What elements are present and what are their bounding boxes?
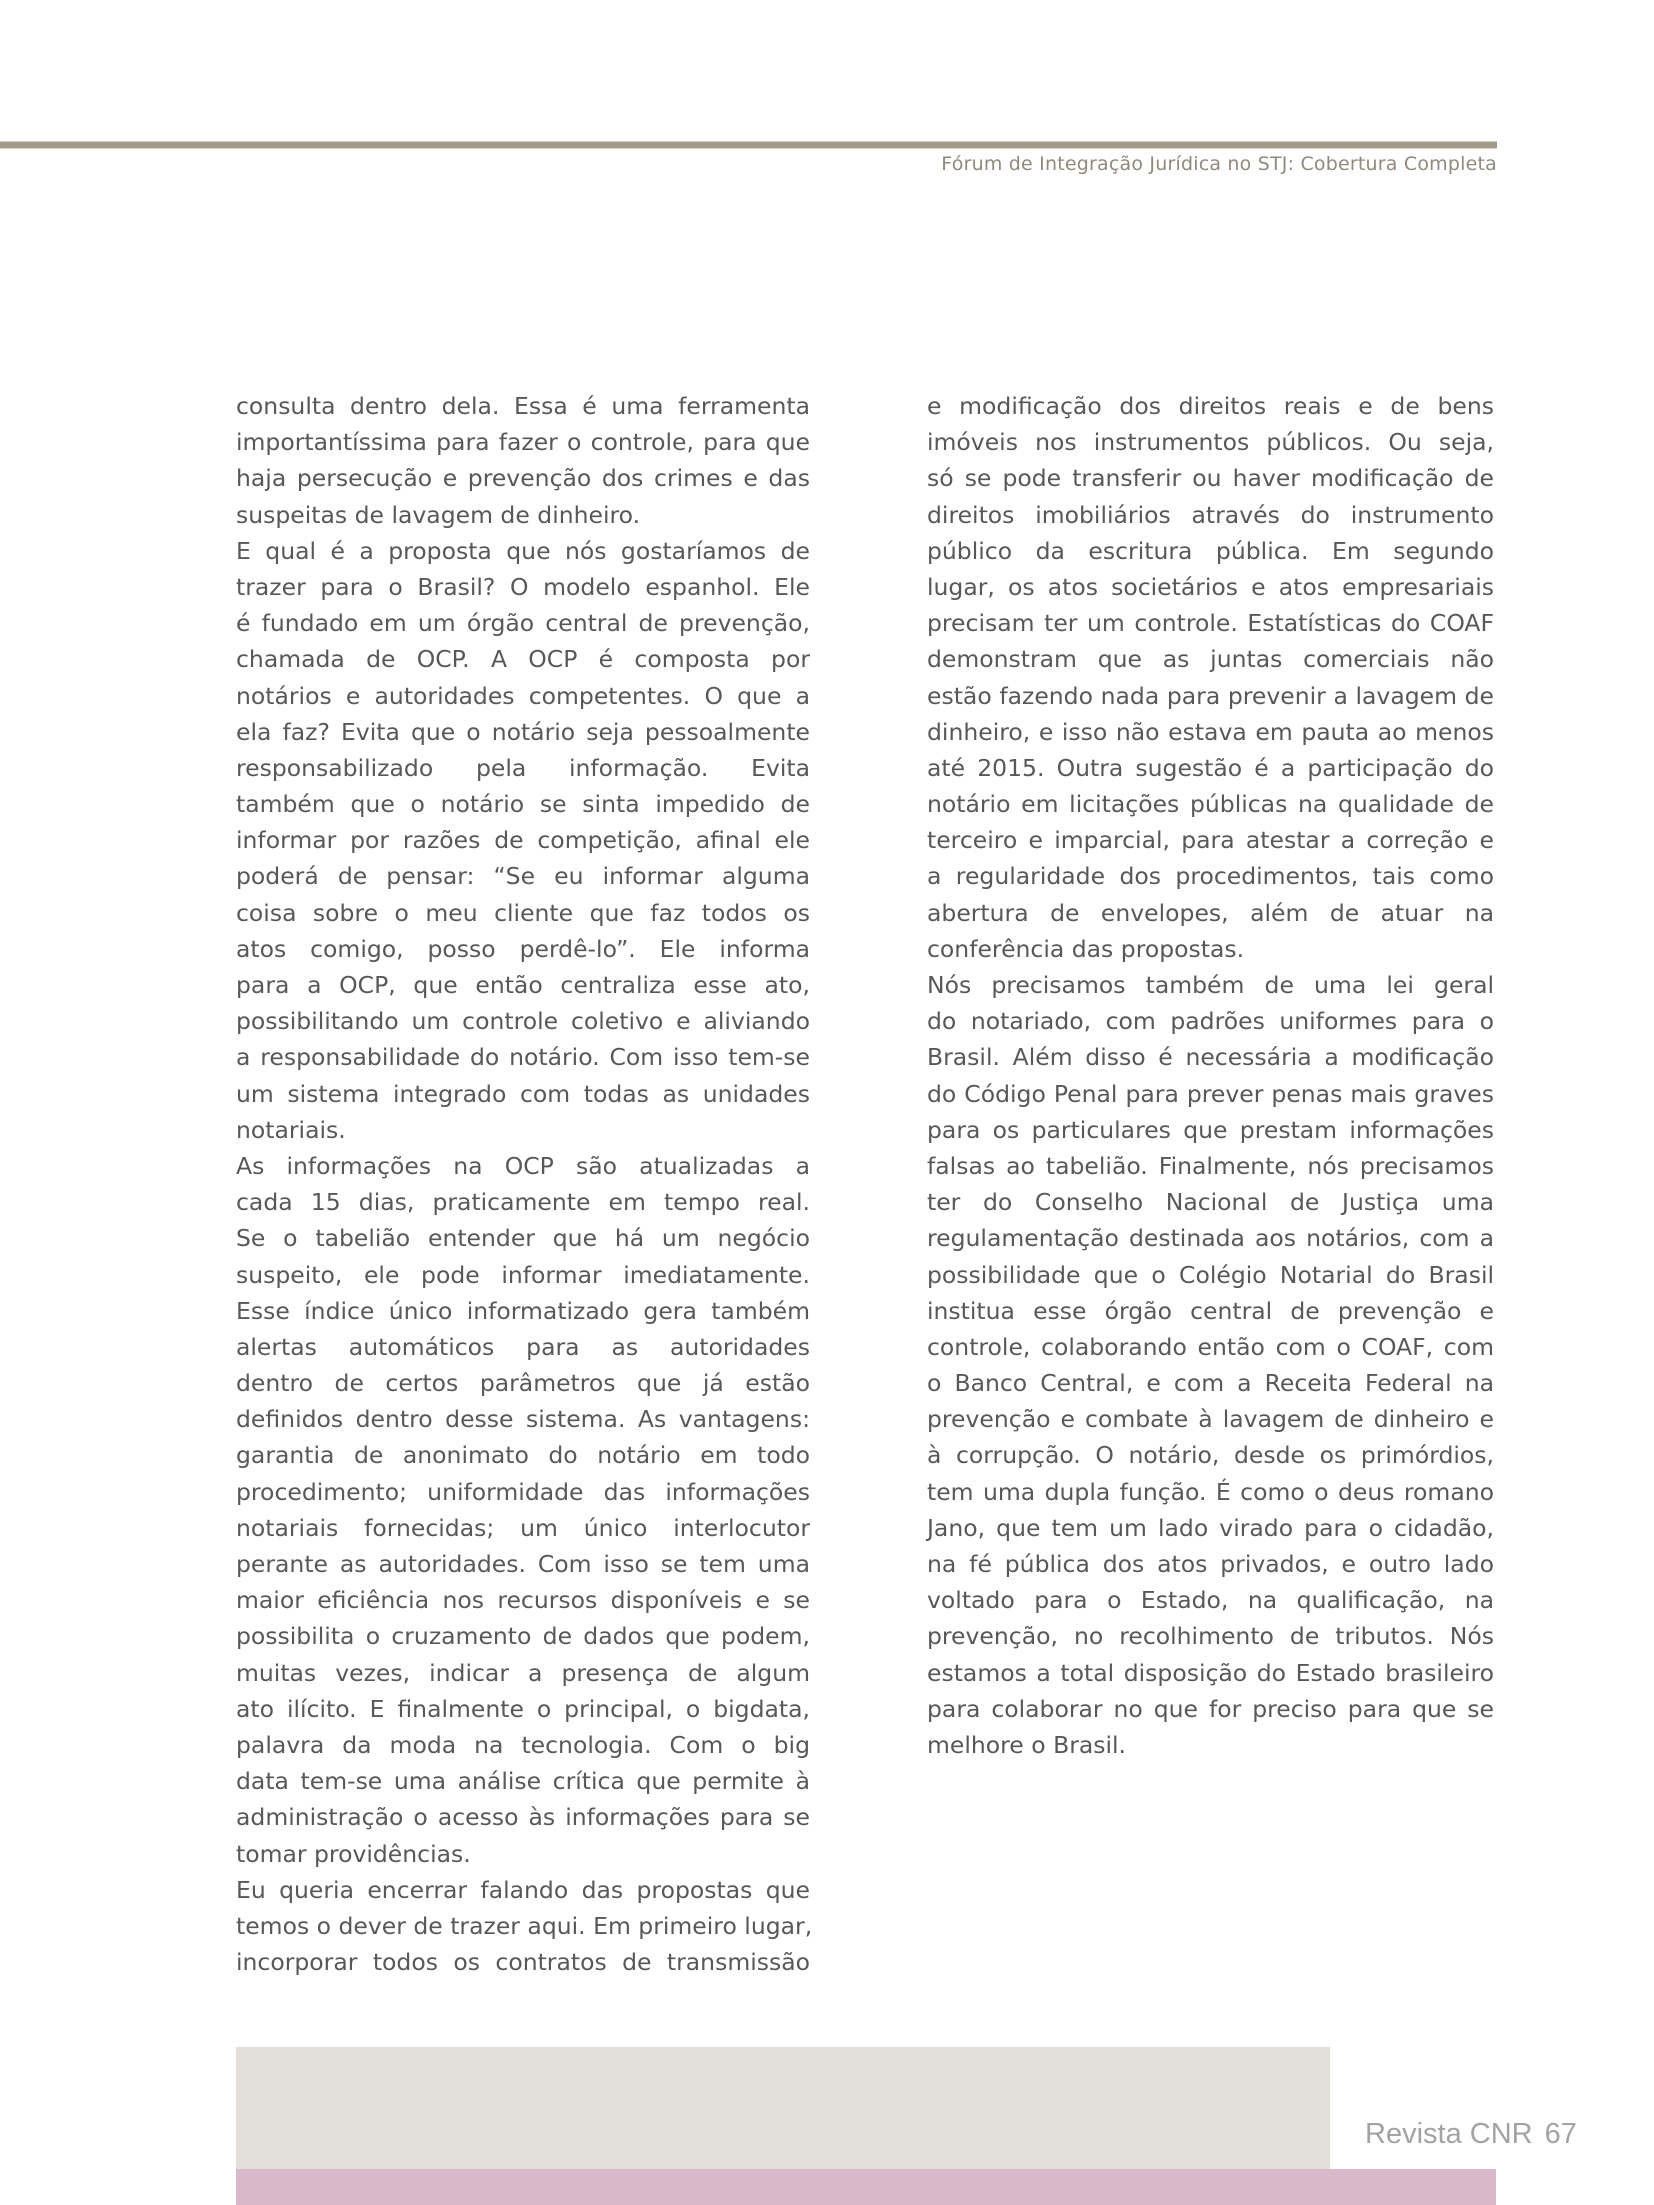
text-line: suspeito, ele pode informar imediatamente. [236, 1260, 810, 1289]
text-line: demonstram que as juntas comerciais não [927, 645, 1494, 674]
text-line: temos o dever de trazer aqui. Em primeiro lugar, [236, 1911, 813, 1940]
text-line: incorporar todos os contratos de transmissão [236, 1948, 810, 1977]
text-line: conferência das propostas. [927, 934, 1245, 963]
text-line: para os particulares que prestam informações [927, 1115, 1494, 1144]
text-line: do notariado, com padrões uniformes para o [927, 1007, 1494, 1036]
text-line: notário em licitações públicas na qualidade de [927, 790, 1494, 819]
text-line: só se pode transferir ou haver modificação de [927, 464, 1494, 493]
text-line: possibilita o cruzamento de dados que podem, [236, 1622, 810, 1651]
text-line: definidos dentro desse sistema. As vantagens: [236, 1405, 810, 1434]
text-line: Jano, que tem um lado virado para o cidadão, [927, 1513, 1494, 1542]
text-line: ela faz? Evita que o notário seja pessoalmente [236, 717, 810, 746]
text-line: para a OCP, que então centraliza esse ato, [236, 971, 810, 999]
text-line: dentro de certos parâmetros que já estão [236, 1369, 810, 1398]
text-line: estão fazendo nada para prevenir a lavagem de [927, 681, 1494, 710]
text-line: consulta dentro dela. Essa é uma ferramenta [236, 392, 810, 420]
text-line: Eu queria encerrar falando das propostas que [236, 1875, 810, 1904]
text-line: cada 15 dias, praticamente em tempo real. [236, 1188, 810, 1217]
text-line: direitos imobiliários através do instrumento [927, 500, 1494, 529]
text-line: notariais. [236, 1115, 346, 1144]
text-line: estamos a total disposição do Estado brasileiro [927, 1658, 1494, 1687]
text-line: palavra da moda na tecnologia. Com o big [236, 1730, 810, 1759]
text-line: Nós precisamos também de uma lei geral [927, 971, 1494, 999]
text-line: a regularidade dos procedimentos, tais como [927, 862, 1494, 891]
text-line: chamada de OCP. A OCP é composta por [236, 645, 810, 674]
text-line: para colaborar no que for preciso para que se [927, 1694, 1494, 1723]
footer-label [1365, 2118, 1577, 2151]
text-line: Brasil. Além disso é necessária a modificação [927, 1043, 1494, 1072]
text-line: poderá de pensar: “Se eu informar alguma [236, 862, 810, 891]
text-line: abertura de envelopes, além de atuar na [927, 898, 1494, 927]
text-line: perante as autoridades. Com isso se tem uma [236, 1550, 810, 1578]
text-line: muitas vezes, indicar a presença de algum [236, 1658, 810, 1687]
text-line: à corrupção. O notário, desde os primórdios, [927, 1441, 1494, 1470]
publication-name: Revista CNR [1365, 2118, 1533, 2150]
text-line: um sistema integrado com todas as unidades [236, 1079, 810, 1108]
text-line: prevenção, no recolhimento de tributos. Nós [927, 1622, 1494, 1651]
header-rule [0, 141, 1497, 149]
text-line: trazer para o Brasil? O modelo espanhol. Ele [236, 572, 810, 601]
left-text-column [236, 388, 813, 1980]
text-line: ter do Conselho Nacional de Justiça uma [927, 1188, 1494, 1217]
text-line: falsas ao tabelião. Finalmente, nós precisamos [927, 1151, 1494, 1180]
text-line: prevenção e combate à lavagem de dinheiro e [927, 1405, 1494, 1434]
text-line: data tem-se uma análise crítica que permite à [236, 1767, 810, 1796]
text-line: na fé pública dos atos privados, e outro lado [927, 1550, 1494, 1578]
right-text-column [927, 388, 1494, 1763]
text-line: garantia de anonimato do notário em todo [236, 1441, 810, 1470]
text-line: ato ilícito. E finalmente o principal, o bigdata, [236, 1694, 810, 1723]
footer-box [236, 2047, 1330, 2169]
text-line: atos comigo, posso perdê-lo”. Ele informa [236, 934, 810, 963]
text-line: Esse índice único informatizado gera também [236, 1296, 810, 1325]
text-line: E qual é a proposta que nós gostaríamos de [236, 536, 810, 565]
text-line: notários e autoridades competentes. O que a [236, 681, 810, 710]
text-line: responsabilizado pela informação. Evita [236, 753, 810, 782]
text-line: procedimento; uniformidade das informações [236, 1477, 810, 1506]
text-line: coisa sobre o meu cliente que faz todos os [236, 898, 810, 927]
text-line: o Banco Central, e com a Receita Federal na [927, 1369, 1494, 1398]
text-line: terceiro e imparcial, para atestar a correção e [927, 826, 1494, 855]
text-line: melhore o Brasil. [927, 1730, 1127, 1759]
page-number: 67 [1544, 2118, 1577, 2150]
text-line: controle, colaborando então com o COAF, com [927, 1332, 1494, 1361]
text-line: As informações na OCP são atualizadas a [236, 1151, 810, 1180]
text-line: possibilitando um controle coletivo e aliviando [236, 1007, 810, 1036]
text-line: precisam ter um controle. Estatísticas do COAF [927, 609, 1494, 638]
text-line: suspeitas de lavagem de dinheiro. [236, 500, 641, 529]
text-line: do Código Penal para prever penas mais graves [927, 1079, 1494, 1108]
text-line: tem uma dupla função. É como o deus romano [927, 1477, 1494, 1506]
text-line: tomar providências. [236, 1839, 471, 1868]
text-line: também que o notário se sinta impedido de [236, 790, 810, 819]
running-header-title: Fórum de Integração Jurídica no STJ: Cobertura Completa [941, 153, 1497, 175]
text-line: administração o acesso às informações para se [236, 1803, 810, 1832]
text-line: haja persecução e prevenção dos crimes e das [236, 464, 810, 493]
text-line: e modificação dos direitos reais e de bens [927, 392, 1494, 420]
text-line: voltado para o Estado, na qualificação, na [927, 1586, 1494, 1615]
text-line: regulamentação destinada aos notários, com a [927, 1224, 1494, 1253]
text-line: informar por razões de competição, afinal ele [236, 826, 810, 855]
text-line: dinheiro, e isso não estava em pauta ao menos [927, 717, 1494, 746]
text-line: Se o tabelião entender que há um negócio [236, 1224, 810, 1253]
text-line: lugar, os atos societários e atos empresariais [927, 572, 1494, 601]
text-line: importantíssima para fazer o controle, para que [236, 428, 810, 457]
text-line: maior eficiência nos recursos disponíveis e se [236, 1586, 810, 1615]
text-line: notariais fornecidas; um único interlocutor [236, 1513, 810, 1542]
text-line: a responsabilidade do notário. Com isso tem-se [236, 1043, 810, 1072]
text-line: imóveis nos instrumentos públicos. Ou seja, [927, 428, 1494, 457]
text-line: possibilidade que o Colégio Notarial do Brasil [927, 1260, 1494, 1289]
text-line: é fundado em um órgão central de prevenção, [236, 609, 810, 638]
footer-stripe [236, 2169, 1496, 2205]
text-line: público da escritura pública. Em segundo [927, 536, 1494, 565]
text-line: institua esse órgão central de prevenção e [927, 1296, 1494, 1325]
text-line: alertas automáticos para as autoridades [236, 1332, 810, 1361]
text-line: até 2015. Outra sugestão é a participação do [927, 753, 1494, 782]
